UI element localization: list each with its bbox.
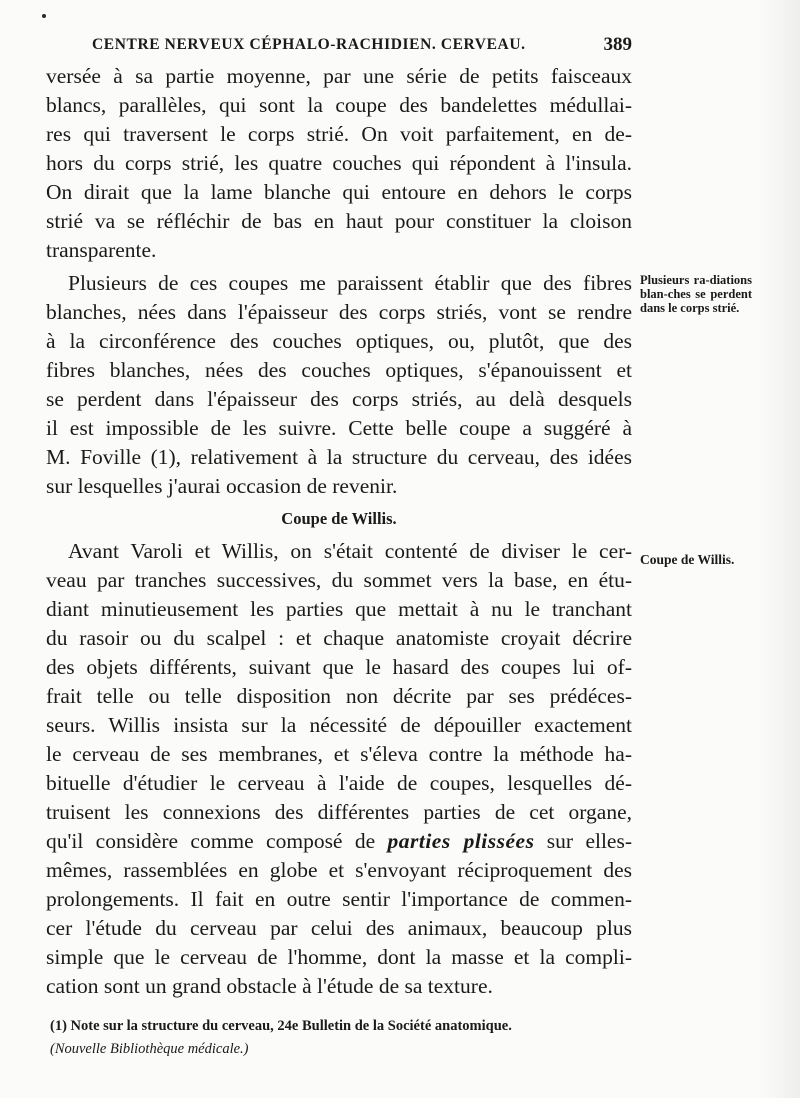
text-line: blancs, parallèles, qui sont la coupe des bandelettes médullai- [46, 93, 632, 117]
text-line: sur lesquelles j'aurai occasion de revenir. [46, 474, 398, 498]
ink-dot [42, 14, 46, 18]
section-heading: Coupe de Willis. [281, 509, 397, 528]
text-line: prolongements. Il fait en outre sentir l'importance de commen- [46, 887, 632, 911]
page-edge-shadow [760, 0, 800, 1098]
footnote-line-2 [50, 1038, 640, 1061]
text-line: hors du corps strié, les quatre couches qui répondent à l'insula. [46, 151, 632, 175]
text-line: blanches, nées dans l'épaisseur des corps striés, vont se rendre [46, 300, 632, 324]
text-line: Plusieurs de ces coupes me paraissent établir que des fibres [68, 271, 632, 295]
text-line: Avant Varoli et Willis, on s'était contenté de diviser le cer- [68, 539, 632, 563]
text-line: transparente. [46, 238, 157, 262]
paragraph-1 [46, 62, 632, 265]
text-line: res qui traversent le corps strié. On voit parfaitement, en de- [46, 122, 632, 146]
page-number: 389 [603, 34, 632, 55]
footnote-line-1 [50, 1015, 640, 1038]
text-line: fibres blanches, nées des couches optiques, s'épanouissent et [46, 358, 632, 382]
footnote-citation: 24e Bulletin de la Société anatomique. [277, 1018, 512, 1034]
footnote-source: (Nouvelle Bibliothèque médicale.) [50, 1041, 249, 1057]
text-line-emphasis [46, 827, 632, 856]
text-line: versée à sa partie moyenne, par une série de petits faisceaux [46, 64, 632, 88]
text-line: On dirait que la lame blanche qui entoure en dehors le corps [46, 180, 632, 204]
text-span: sur elles- [534, 829, 632, 853]
page-header [92, 34, 632, 58]
text-line: des objets différents, suivant que le hasard des coupes lui of- [46, 655, 632, 679]
text-line: truisent les connexions des différentes parties de cet organe, [46, 800, 632, 824]
text-line: se perdent dans l'épaisseur des corps striés, au delà desquels [46, 387, 632, 411]
main-text [46, 62, 632, 1001]
text-line: frait telle ou telle disposition non décrite par ses prédéces- [46, 684, 632, 708]
text-line: il est impossible de les suivre. Cette belle coupe a suggéré à [46, 416, 632, 440]
text-line: mêmes, rassemblées en globe et s'envoyant réciproquement des [46, 858, 632, 882]
text-line: cer l'étude du cerveau par celui des animaux, beaucoup plus [46, 916, 632, 940]
text-line: M. Foville (1), relativement à la structure du cerveau, des idées [46, 445, 632, 469]
emphasized-term: parties plissées [387, 829, 535, 853]
text-line: bituelle d'étudier le cerveau à l'aide de coupes, lesquelles dé- [46, 771, 632, 795]
footnote [50, 1015, 640, 1061]
paragraph-3 [46, 537, 632, 1001]
marginal-note-coupe-willis: Coupe de Willis. [640, 552, 735, 567]
text-line: du rasoir ou du scalpel : et chaque anatomiste croyait décrire [46, 626, 632, 650]
paragraph-2 [46, 269, 632, 501]
text-line: simple que le cerveau de l'homme, dont la masse et la compli- [46, 945, 632, 969]
text-span: qu'il considère comme composé de [46, 829, 388, 853]
text-line: seurs. Willis insista sur la nécessité de dépouiller exactement [46, 713, 632, 737]
text-line: veau par tranches successives, du sommet vers la base, en étu- [46, 568, 632, 592]
text-line: strié va se réfléchir de bas en haut pour constituer la cloison [46, 209, 632, 233]
text-line: le cerveau de ses membranes, et s'éleva contre la méthode ha- [46, 742, 632, 766]
text-line: diant minutieusement les parties que mettait à nu le tranchant [46, 597, 632, 621]
marginal-note-radiations: Plusieurs ra-diations blan-ches se perdent dans le corps strié. [640, 273, 752, 315]
text-line: cation sont un grand obstacle à l'étude de sa texture. [46, 974, 493, 998]
footnote-text: (1) Note sur la structure du cerveau, [50, 1018, 278, 1034]
text-line: à la circonférence des couches optiques, ou, plutôt, que des [46, 329, 632, 353]
running-title: CENTRE NERVEUX CÉPHALO-RACHIDIEN. CERVEAU. [92, 36, 526, 53]
